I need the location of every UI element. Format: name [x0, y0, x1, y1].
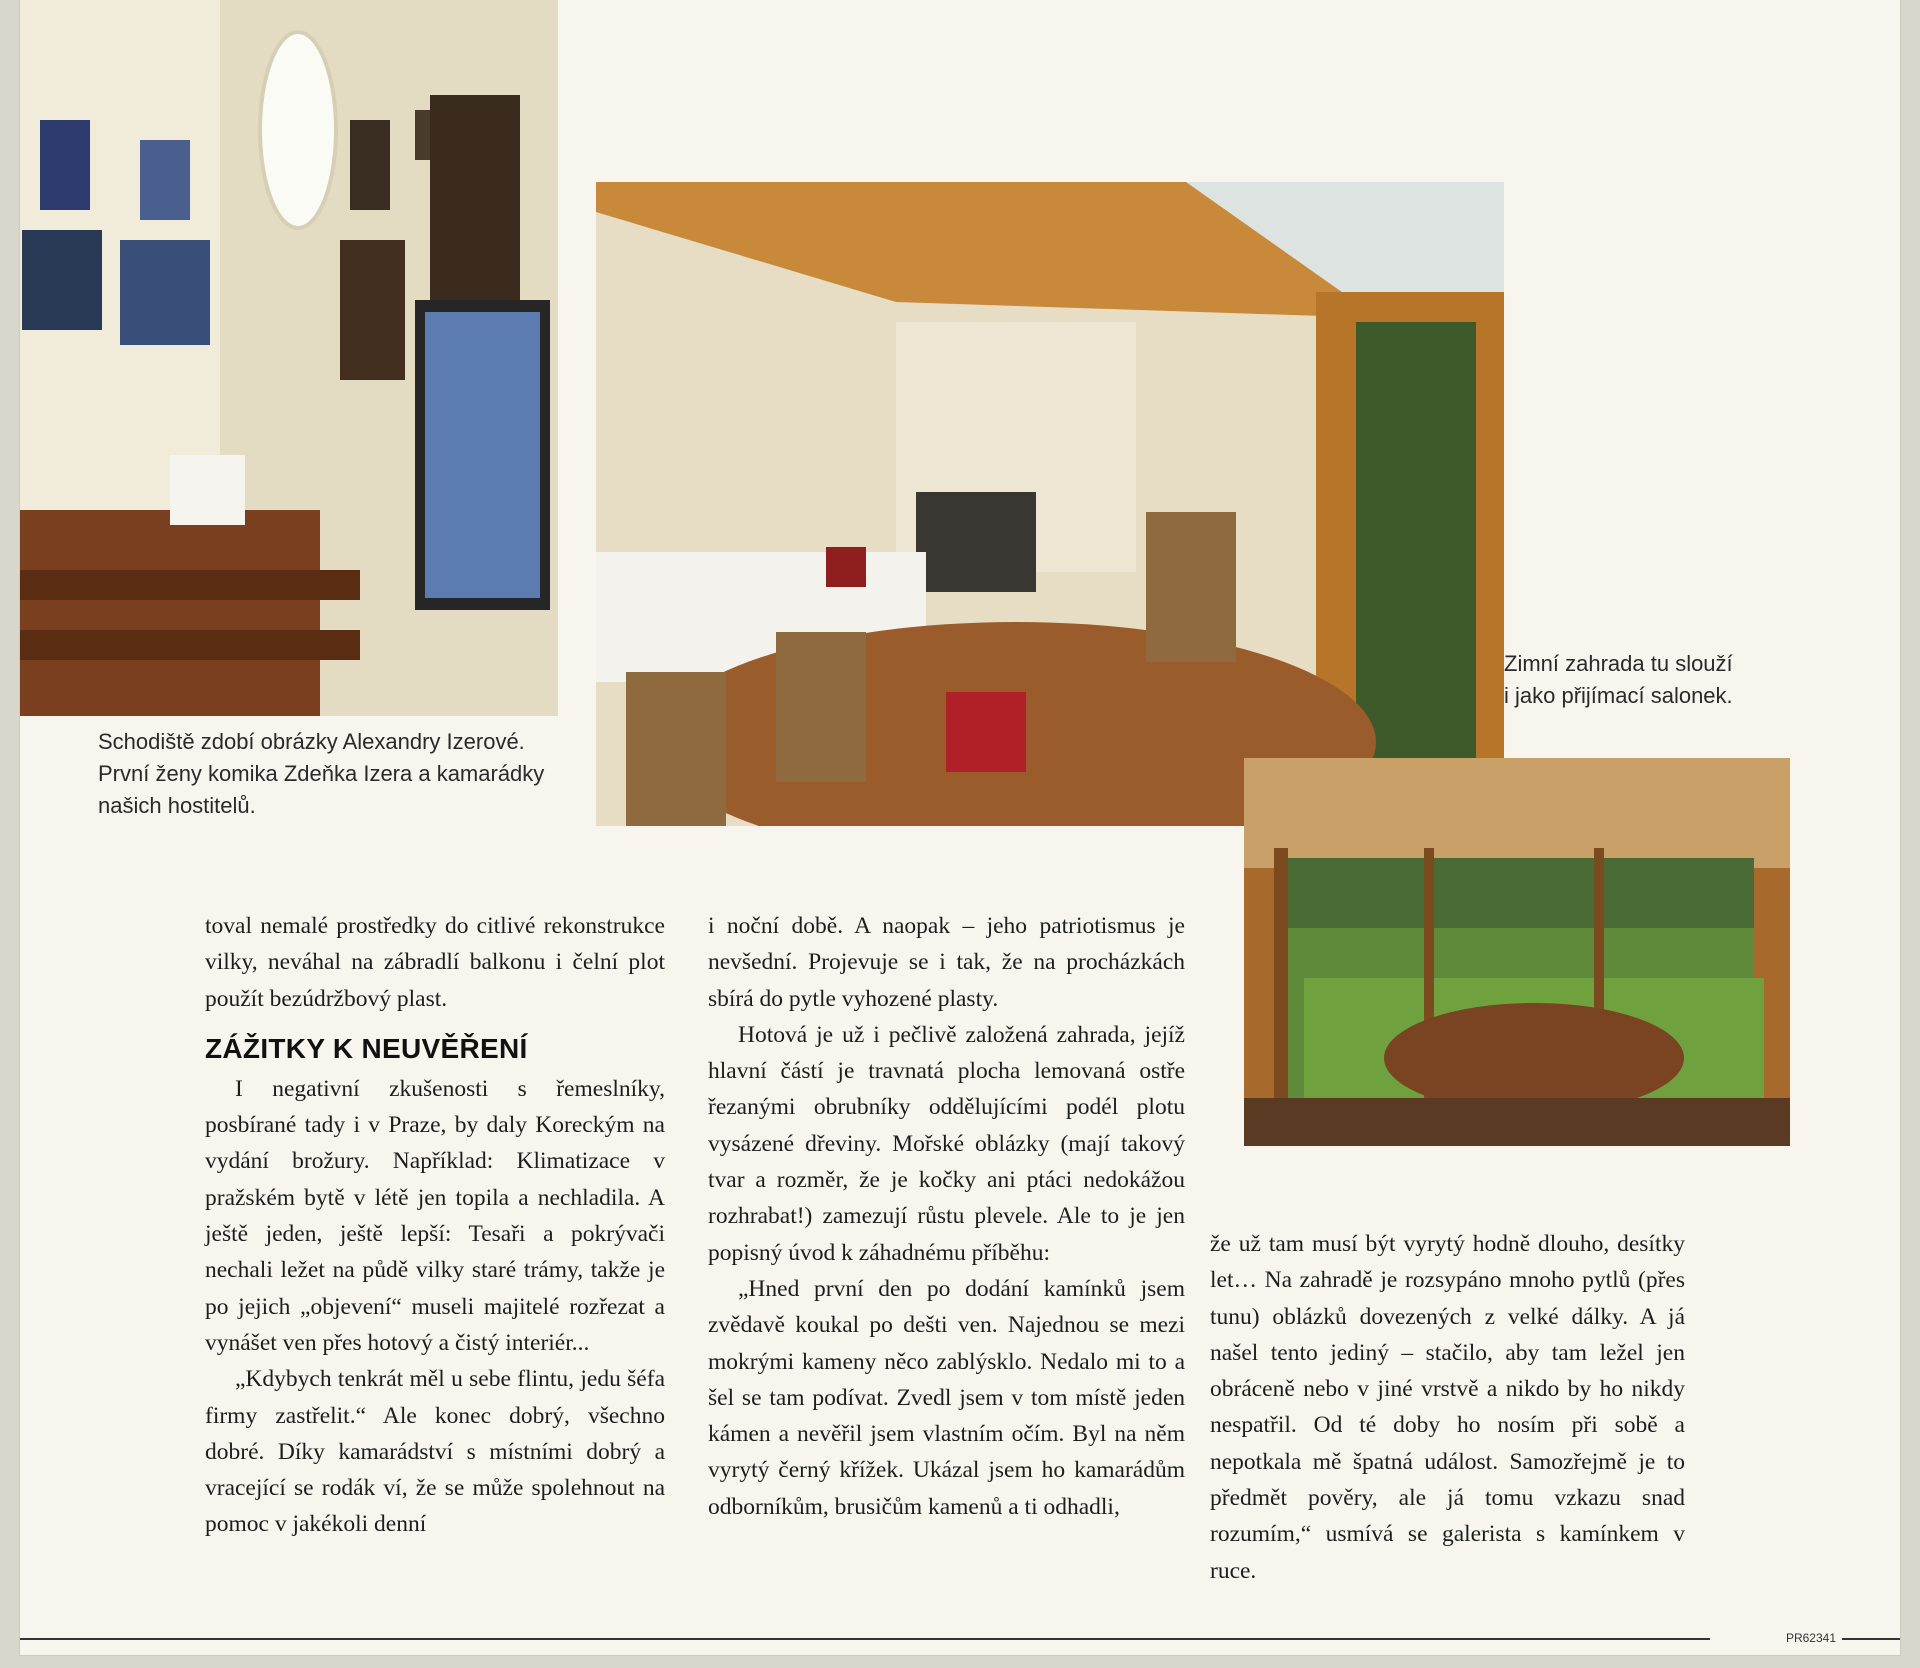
garden-view-photo — [1244, 758, 1790, 1146]
paragraph: „Kdybych tenkrát měl u sebe flintu, jedu šéfa firmy zastřelit.“ Ale konec dobrý, všechno dobré. Díky kamarádství s místními dobrý a vracející se rodák ví, že se může spolehnout na pomoc v jakékoli denní — [205, 1366, 665, 1538]
article-column-1 — [205, 908, 665, 1543]
footer-rule-right — [1842, 1638, 1900, 1640]
paragraph: že už tam musí být vyrytý hodně dlouho, desítky let… Na zahradě je rozsypáno mnoho pytlů (přes tunu) oblázků dovezených z velké dálky. A já našel tento jediný – stačilo, aby tam ležel jen obráceně nebo v jiné vrstvě a nikdo by ho nikdy nespatřil. Od té doby ho nosím při sobě a nepotkala mě špatná událost. Samozřejmě je to předmět pověry, ale já tomu vzkazu snad rozumím,“ usmívá se galerista s kamínkem v ruce. — [1210, 1231, 1685, 1584]
paragraph: toval nemalé prostředky do citlivé rekonstrukce vilky, neváhal na zábradlí balkonu i čelní plot použít bezúdržbový plast. — [205, 913, 665, 1012]
article-column-2 — [708, 908, 1185, 1525]
paragraph: I negativní zkušenosti s řemeslníky, posbírané tady i v Praze, by daly Koreckým na vydání brožury. Například: Klimatizace v pražském bytě v létě jen topila a nechladila. A ještě jeden, ještě lepší: Tesaři a pokrývači nechali ležet na půdě vilky staré trámy, takže je po jejich „objevení“ museli majitelé rozřezat a vynášet ven přes hotový a čistý interiér... — [205, 1075, 665, 1356]
winter-garden-caption: Zimní zahrada tu slouží i jako přijímací salonek. — [1504, 651, 1733, 708]
magazine-page — [20, 0, 1900, 1655]
staircase-photo — [20, 0, 558, 716]
page-code: PR62341 — [1785, 1631, 1836, 1645]
winter-garden-interior-photo — [596, 182, 1504, 826]
paragraph: Hotová je už i pečlivě založená zahrada, jejíž hlavní částí je travnatá plocha lemovaná ostře řezanými obrubníky oddělujícími podél plotu vysázené dřeviny. Mořské oblázky (mají takový tvar a rozměr, že je kočky ani ptáci nedokážou rozhrabat!) zamezují růstu plevele. Ale to je jen popisný úvod k záhadnému příběhu: — [708, 1021, 1185, 1266]
staircase-caption: Schodiště zdobí obrázky Alexandry Izerové. První ženy komika Zdeňka Izera a kamarádky našich hostitelů. — [98, 729, 545, 818]
paragraph: „Hned první den po dodání kamínků jsem zvědavě koukal po dešti ven. Najednou se mezi mokrými kameny něco zablýsklo. Nedalo mi to a šel se tam podívat. Zvedl jsem v tom místě jeden kámen a nevěřil jsem vlastním očím. Byl na něm vyrytý černý křížek. Ukázal jsem ho kamarádům odborníkům, brusičům kamenů a ti odhadli, — [708, 1275, 1185, 1520]
paragraph: i noční době. A naopak – jeho patriotismus je nevšední. Projevuje se i tak, že na procházkách sbírá do pytle vyhozené plasty. — [708, 913, 1185, 1012]
footer-rule-left — [20, 1638, 1710, 1640]
section-heading: ZÁŽITKY K NEUVĚŘENÍ — [205, 1032, 528, 1064]
article-column-3 — [1210, 1226, 1685, 1589]
